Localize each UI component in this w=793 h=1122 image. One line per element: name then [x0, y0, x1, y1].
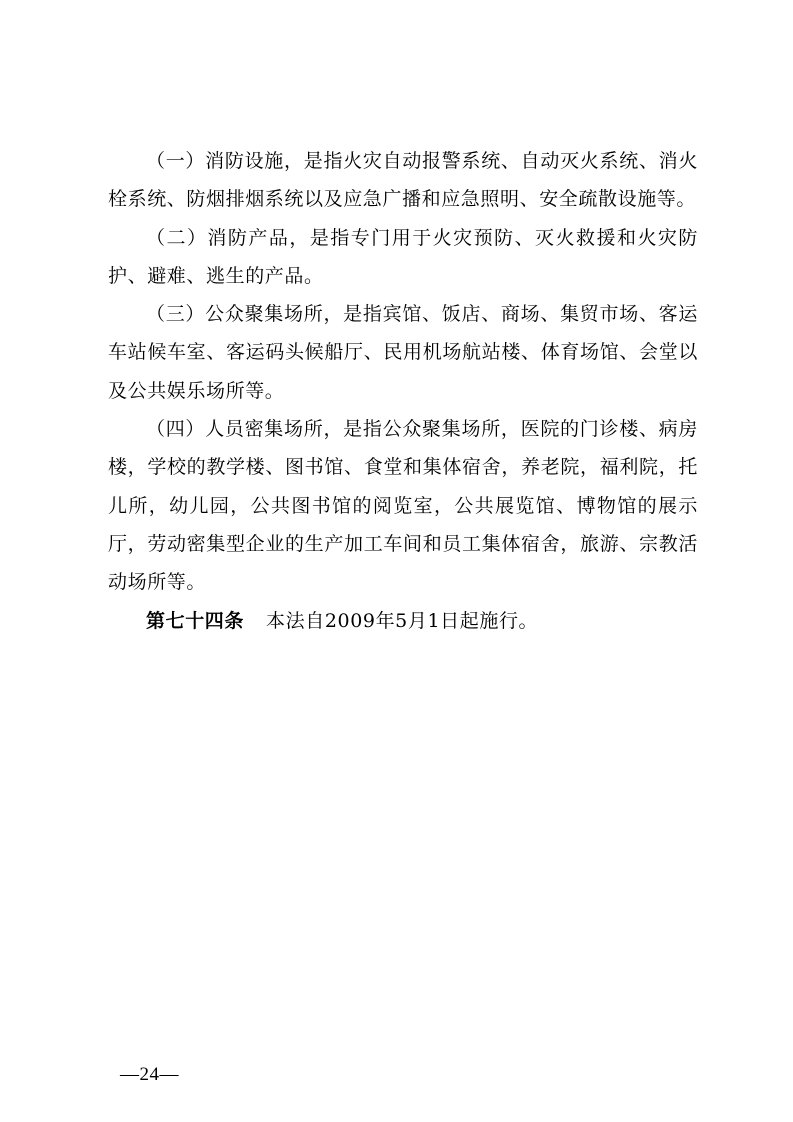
definition-paragraph-crowded-places: （四）人员密集场所，是指公众聚集场所，医院的门诊楼、病房楼，学校的教学楼、图书馆、食堂和集体宿舍，养老院，福利院，托儿所，幼儿园，公共图书馆的阅览室，公共展览馆、博物馆的展示厅，劳动密集型企业的生产加工车间和员工集体宿舍，旅游、宗教活动场所等。 — [108, 418, 698, 594]
article-text: 本法自2009年5月1日起施行。 — [266, 609, 539, 632]
definition-paragraph-fire-products: （二）消防产品，是指专门用于火灾预防、灭火救援和火灾防护、避难、逃生的产品。 — [108, 226, 698, 287]
definition-paragraph-public-gathering-places: （三）公众聚集场所，是指宾馆、饭店、商场、集贸市场、客运车站候车室、客运码头候船厅、民用机场航站楼、体育场馆、会堂以及公共娱乐场所等。 — [108, 303, 698, 402]
article-74 — [108, 602, 698, 640]
document-body — [108, 142, 698, 640]
page-number: —24— — [120, 1064, 179, 1085]
definition-paragraph-fire-facilities: （一）消防设施，是指火灾自动报警系统、自动灭火系统、消火栓系统、防烟排烟系统以及应急广播和应急照明、安全疏散设施等。 — [108, 150, 698, 211]
article-heading: 第七十四条 — [146, 609, 245, 632]
